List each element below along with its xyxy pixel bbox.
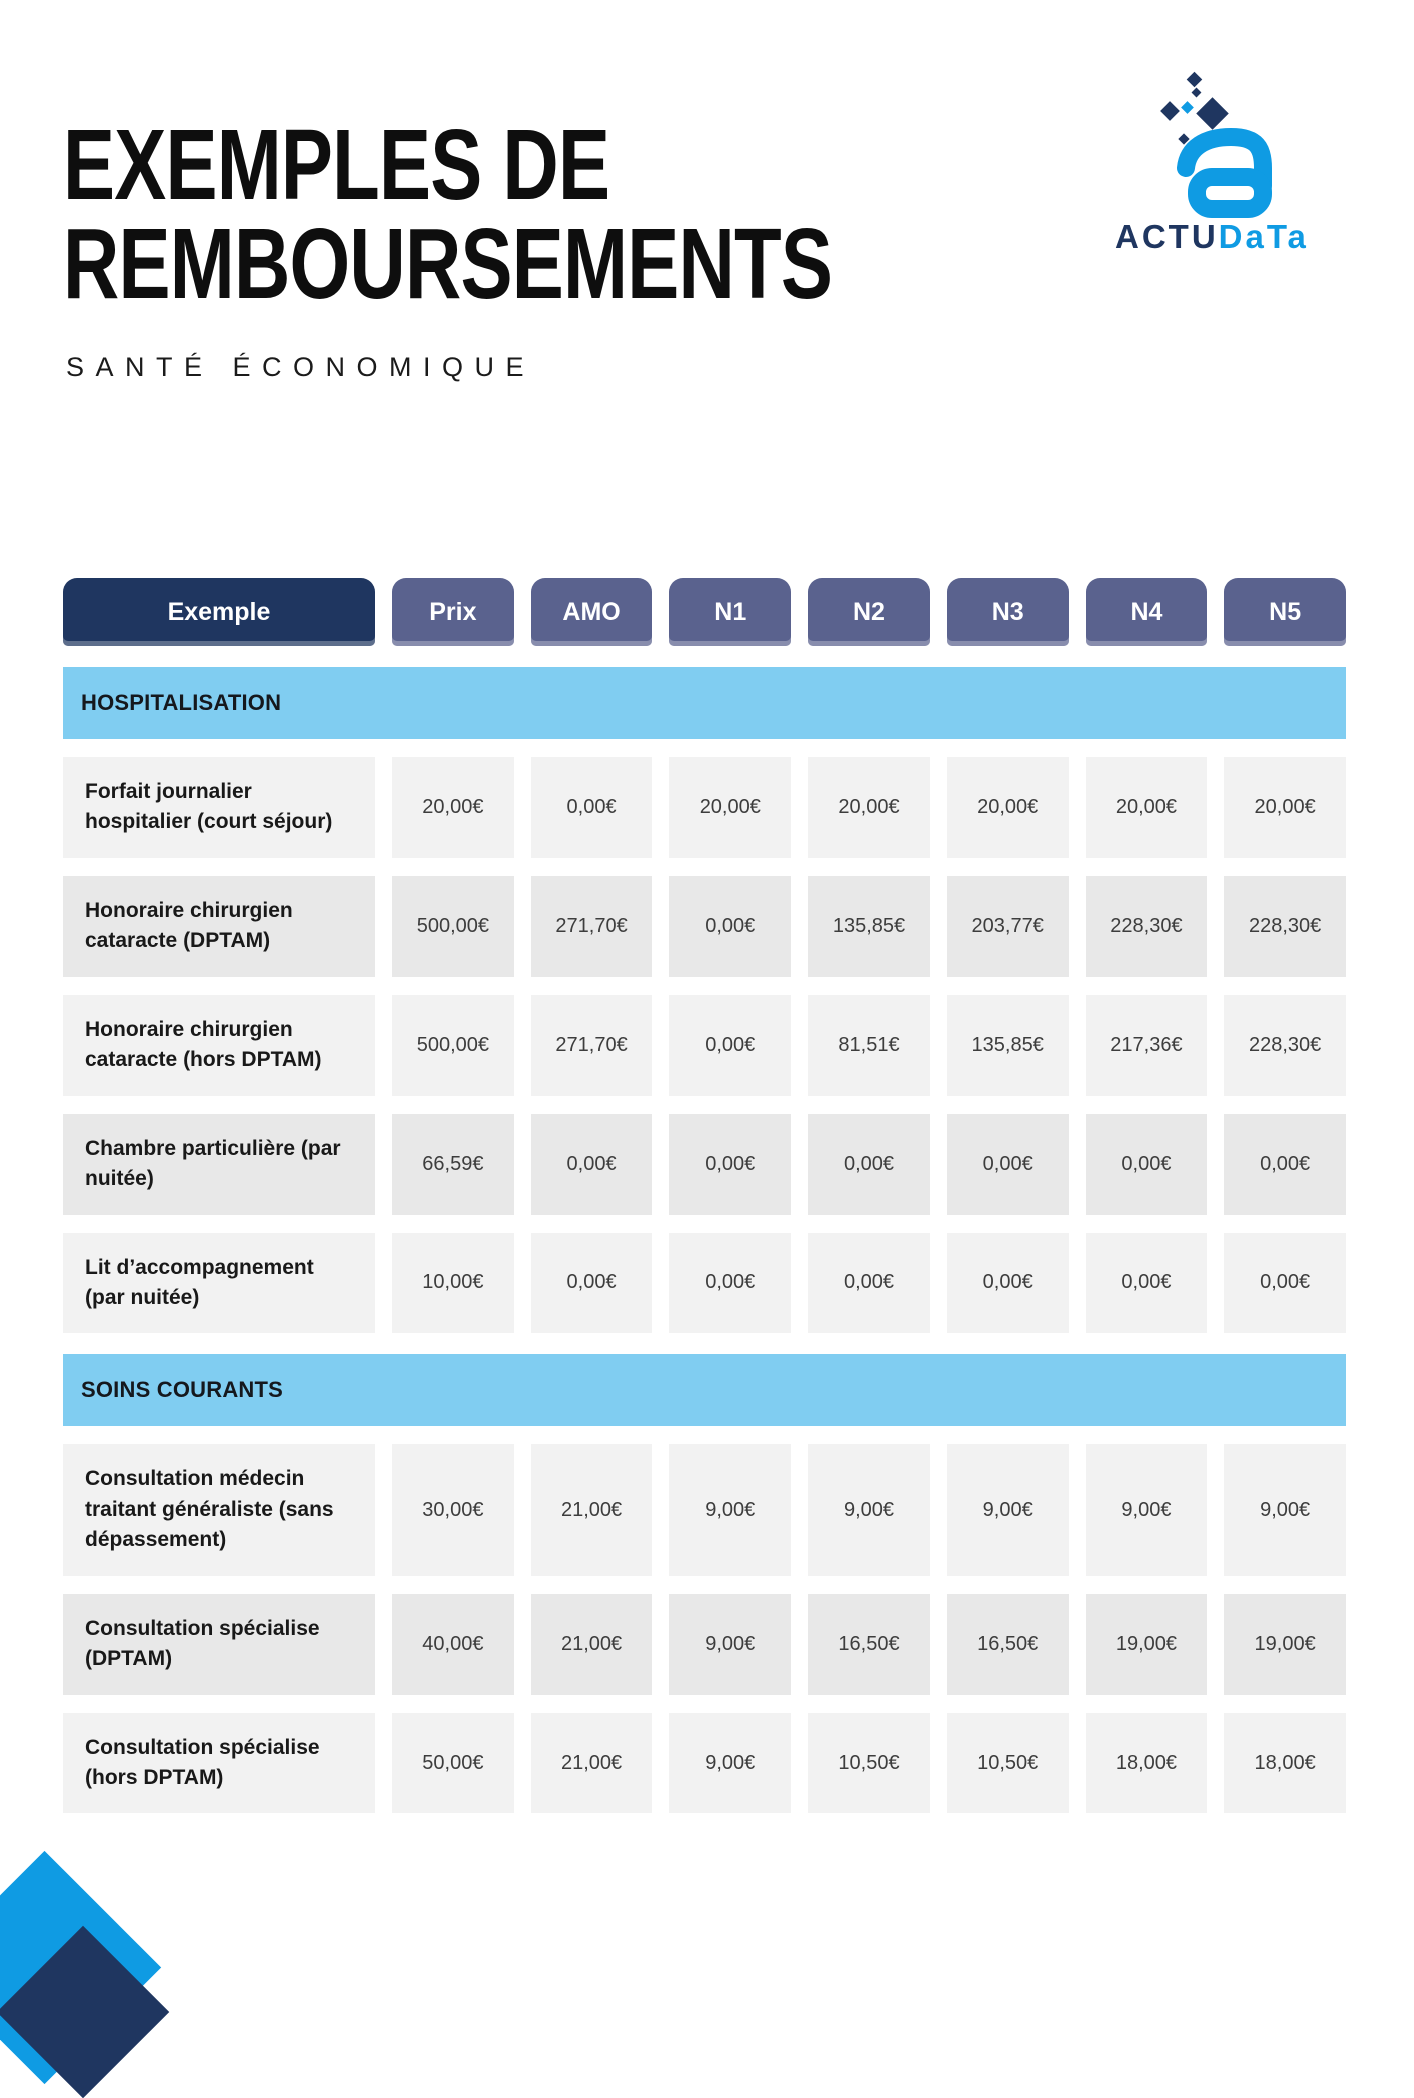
value-cell: 20,00€ [1224, 757, 1346, 858]
column-header-n2: N2 [808, 578, 930, 646]
value-cell: 19,00€ [1086, 1594, 1208, 1695]
row-label-cell: Lit d’accompagnement (par nuitée) [63, 1233, 375, 1334]
value-cell: 30,00€ [392, 1444, 514, 1575]
table-row [63, 876, 1346, 977]
column-header-n3: N3 [947, 578, 1069, 646]
value-cell: 0,00€ [531, 1114, 653, 1215]
value-cell: 0,00€ [947, 1233, 1069, 1334]
row-label-cell: Honoraire chirurgien cataracte (DPTAM) [63, 876, 375, 977]
value-cell: 66,59€ [392, 1114, 514, 1215]
logo-diamond-icon [1187, 72, 1203, 88]
section-header: SOINS COURANTS [63, 1354, 1346, 1426]
value-cell: 0,00€ [531, 757, 653, 858]
value-cell: 203,77€ [947, 876, 1069, 977]
value-cell: 9,00€ [669, 1444, 791, 1575]
table-row [63, 1114, 1346, 1215]
value-cell: 9,00€ [1224, 1444, 1346, 1575]
value-cell: 21,00€ [531, 1713, 653, 1814]
row-label-cell: Consultation spécialise (hors DPTAM) [63, 1713, 375, 1814]
row-label-cell: Consultation spécialise (DPTAM) [63, 1594, 375, 1695]
value-cell: 228,30€ [1086, 876, 1208, 977]
page-subtitle: SANTÉ ÉCONOMIQUE [66, 352, 536, 382]
value-cell: 16,50€ [947, 1594, 1069, 1695]
column-header-prix: Prix [392, 578, 514, 646]
actudata-logo [1115, 58, 1365, 263]
value-cell: 9,00€ [669, 1713, 791, 1814]
value-cell: 18,00€ [1224, 1713, 1346, 1814]
value-cell: 135,85€ [947, 995, 1069, 1096]
value-cell: 271,70€ [531, 995, 653, 1096]
row-label-cell: Honoraire chirurgien cataracte (hors DPTAM) [63, 995, 375, 1096]
value-cell: 16,50€ [808, 1594, 930, 1695]
value-cell: 500,00€ [392, 995, 514, 1096]
value-cell: 0,00€ [669, 876, 791, 977]
value-cell: 20,00€ [392, 757, 514, 858]
value-cell: 9,00€ [669, 1594, 791, 1695]
row-label-cell: Chambre particulière (par nuitée) [63, 1114, 375, 1215]
value-cell: 81,51€ [808, 995, 930, 1096]
value-cell: 40,00€ [392, 1594, 514, 1695]
value-cell: 20,00€ [669, 757, 791, 858]
reimbursement-table [63, 578, 1346, 1813]
column-header-n1: N1 [669, 578, 791, 646]
value-cell: 20,00€ [947, 757, 1069, 858]
value-cell: 0,00€ [669, 995, 791, 1096]
value-cell: 0,00€ [669, 1114, 791, 1215]
value-cell: 228,30€ [1224, 876, 1346, 977]
value-cell: 9,00€ [1086, 1444, 1208, 1575]
logo-wordmark [1115, 218, 1309, 256]
column-header-n5: N5 [1224, 578, 1346, 646]
value-cell: 20,00€ [808, 757, 930, 858]
value-cell: 10,50€ [947, 1713, 1069, 1814]
table-row [63, 757, 1346, 858]
value-cell: 0,00€ [531, 1233, 653, 1334]
logo-diamond-icon [1192, 88, 1202, 98]
table-row [63, 1444, 1346, 1575]
logo-wordmark-data: DaTa [1218, 218, 1309, 255]
value-cell: 20,00€ [1086, 757, 1208, 858]
value-cell: 9,00€ [808, 1444, 930, 1575]
table-row [63, 1594, 1346, 1695]
value-cell: 21,00€ [531, 1444, 653, 1575]
logo-a-icon [1175, 124, 1287, 228]
page-title-line-1: EXEMPLES DE [63, 109, 610, 221]
value-cell: 0,00€ [669, 1233, 791, 1334]
value-cell: 135,85€ [808, 876, 930, 977]
logo-diamond-icon [1160, 101, 1180, 121]
column-header-amo: AMO [531, 578, 653, 646]
value-cell: 0,00€ [1224, 1114, 1346, 1215]
page-title-line-2: REMBOURSEMENTS [63, 208, 833, 320]
value-cell: 21,00€ [531, 1594, 653, 1695]
page-title [63, 109, 1049, 320]
value-cell: 0,00€ [1086, 1114, 1208, 1215]
column-header-n4: N4 [1086, 578, 1208, 646]
value-cell: 0,00€ [947, 1114, 1069, 1215]
value-cell: 228,30€ [1224, 995, 1346, 1096]
table-row [63, 1713, 1346, 1814]
value-cell: 0,00€ [1224, 1233, 1346, 1334]
row-label-cell: Forfait journalier hospitalier (court séjour) [63, 757, 375, 858]
value-cell: 0,00€ [808, 1114, 930, 1215]
column-header-exemple: Exemple [63, 578, 375, 646]
value-cell: 50,00€ [392, 1713, 514, 1814]
value-cell: 0,00€ [808, 1233, 930, 1334]
value-cell: 9,00€ [947, 1444, 1069, 1575]
logo-wordmark-actu: ACTU [1115, 218, 1219, 255]
value-cell: 19,00€ [1224, 1594, 1346, 1695]
value-cell: 18,00€ [1086, 1713, 1208, 1814]
value-cell: 0,00€ [1086, 1233, 1208, 1334]
section-header: HOSPITALISATION [63, 667, 1346, 739]
value-cell: 10,50€ [808, 1713, 930, 1814]
table-row [63, 1233, 1346, 1334]
value-cell: 217,36€ [1086, 995, 1208, 1096]
value-cell: 500,00€ [392, 876, 514, 977]
value-cell: 10,00€ [392, 1233, 514, 1334]
value-cell: 271,70€ [531, 876, 653, 977]
table-header-row [63, 578, 1346, 646]
logo-diamond-icon [1181, 101, 1194, 114]
row-label-cell: Consultation médecin traitant généraliste (sans dépassement) [63, 1444, 375, 1575]
table-row [63, 995, 1346, 1096]
